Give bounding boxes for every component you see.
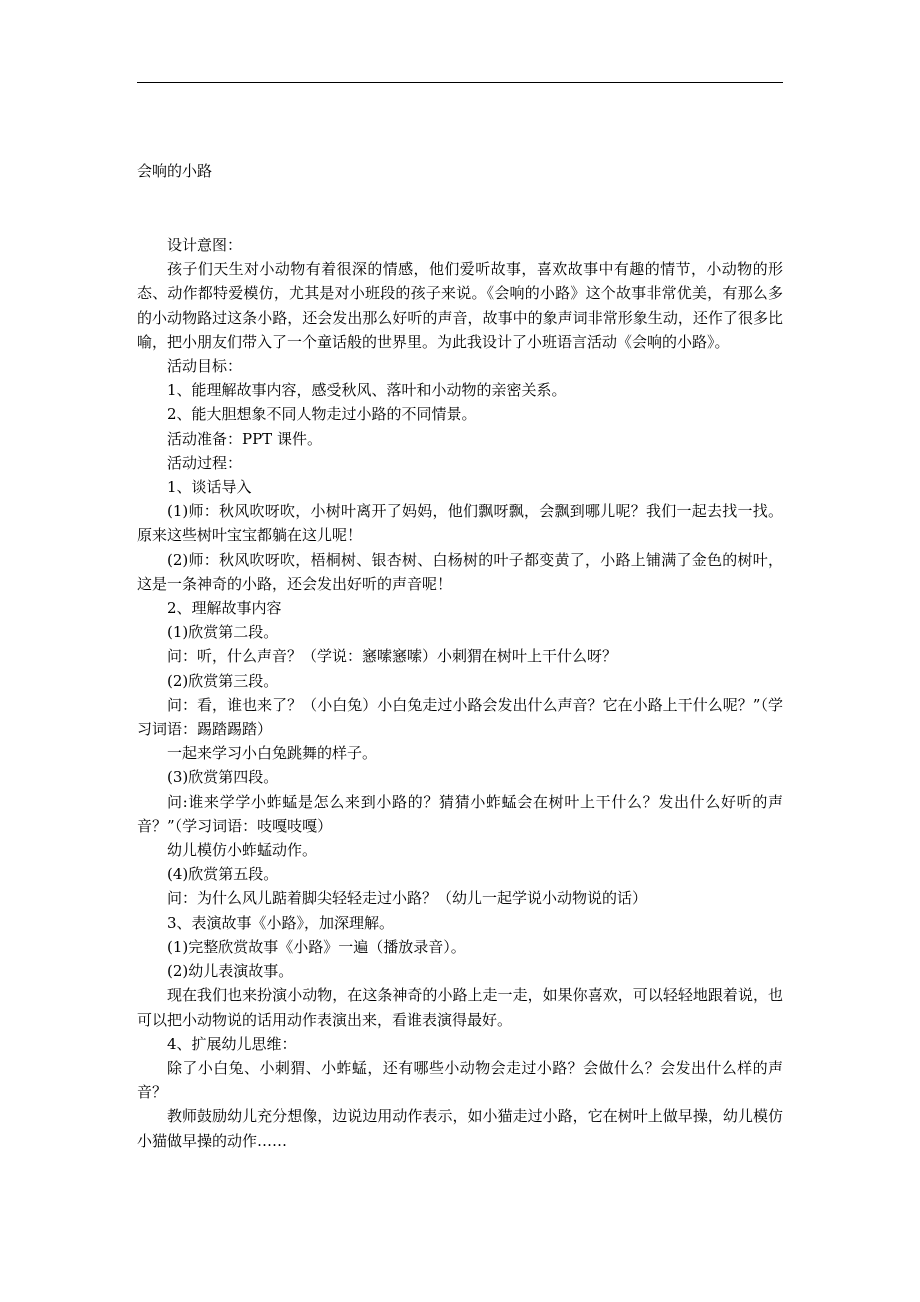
- paragraph: 问:谁来学学小蚱蜢是怎么来到小路的？猜猜小蚱蜢会在树叶上干什么？发出什么好听的声音？”（学习词语：吱嘎吱嘎）: [137, 792, 783, 835]
- paragraph: (2)欣赏第三段。: [167, 671, 279, 690]
- paragraph: 设计意图：: [167, 236, 243, 254]
- header-rule: [137, 82, 783, 83]
- paragraph: 除了小白兔、小刺猬、小蚱蜢，还有哪些小动物会走过小路？会做什么？会发出什么样的声音？: [137, 1058, 783, 1102]
- paragraph: 2、理解故事内容: [167, 599, 282, 618]
- paragraph: 活动准备：PPT 课件。: [167, 429, 322, 448]
- document-title: 会响的小路: [137, 162, 213, 180]
- paragraph: 幼儿模仿小蚱蜢动作。: [167, 841, 318, 860]
- paragraph: (1)欣赏第二段。: [167, 623, 279, 642]
- paragraph: 孩子们天生对小动物有着很深的情感，他们爱听故事，喜欢故事中有趣的情节，小动物的形态、动作都特爱模仿，尤其是对小班段的孩子来说。《会响的小路》这个故事非常优美，有那么多的小动物路过这条小路，还会发出那么好听的声音，故事中的象声词非常形象生动，还作了很多比喻，把小朋友们带入了一个童话般的世界里。为此我设计了小班语言活动《会响的小路》。: [137, 260, 783, 351]
- document-body: [137, 233, 783, 1153]
- paragraph: (2)师：秋风吹呀吹，梧桐树、银杏树、白杨树的叶子都变黄了，小路上铺满了金色的树叶，这是一条神奇的小路，还会发出好听的声音呢！: [137, 550, 783, 593]
- paragraph: 2、能大胆想象不同人物走过小路的不同情景。: [167, 405, 477, 424]
- paragraph: (2)幼儿表演故事。: [167, 962, 294, 981]
- paragraph: (1)完整欣赏故事《小路》一遍（播放录音）。: [167, 937, 466, 956]
- paragraph: 问：为什么风儿踮着脚尖轻轻走过小路？（幼儿一起学说小动物说的话）: [167, 889, 648, 908]
- paragraph: 活动目标：: [167, 357, 243, 376]
- paragraph: 1、谈话导入: [167, 478, 252, 497]
- paragraph: 1、能理解故事内容，感受秋风、落叶和小动物的亲密关系。: [167, 381, 567, 400]
- paragraph: 教师鼓励幼儿充分想像，边说边用动作表示，如小猫走过小路，它在树叶上做早操，幼儿模仿小猫做早操的动作……: [137, 1107, 783, 1150]
- paragraph: 一起来学习小白兔跳舞的样子。: [167, 744, 378, 763]
- paragraph: 问：看，谁也来了？（小白兔）小白兔走过小路会发出什么声音？它在小路上干什么呢？”（学习词语：踢踏踢踏）: [137, 695, 783, 739]
- paragraph: 3、表演故事《小路》，加深理解。: [167, 913, 395, 932]
- paragraph: 现在我们也来扮演小动物，在这条神奇的小路上走一走，如果你喜欢，可以轻轻地跟着说，也可以把小动物说的话用动作表演出来，看谁表演得最好。: [137, 986, 783, 1029]
- paragraph: (1)师：秋风吹呀吹，小树叶离开了妈妈，他们飘呀飘，会飘到哪儿呢？我们一起去找一找。原来这些树叶宝宝都躺在这儿呢！: [137, 502, 783, 545]
- paragraph: 活动过程：: [167, 453, 243, 472]
- paragraph: 4、扩展幼儿思维：: [167, 1034, 297, 1053]
- paragraph: 问：听，什么声音？（学说：窸嗦窸嗦）小刺猬在树叶上干什么呀？: [167, 647, 618, 666]
- paragraph: (3)欣赏第四段。: [167, 768, 279, 787]
- paragraph: (4)欣赏第五段。: [167, 865, 279, 884]
